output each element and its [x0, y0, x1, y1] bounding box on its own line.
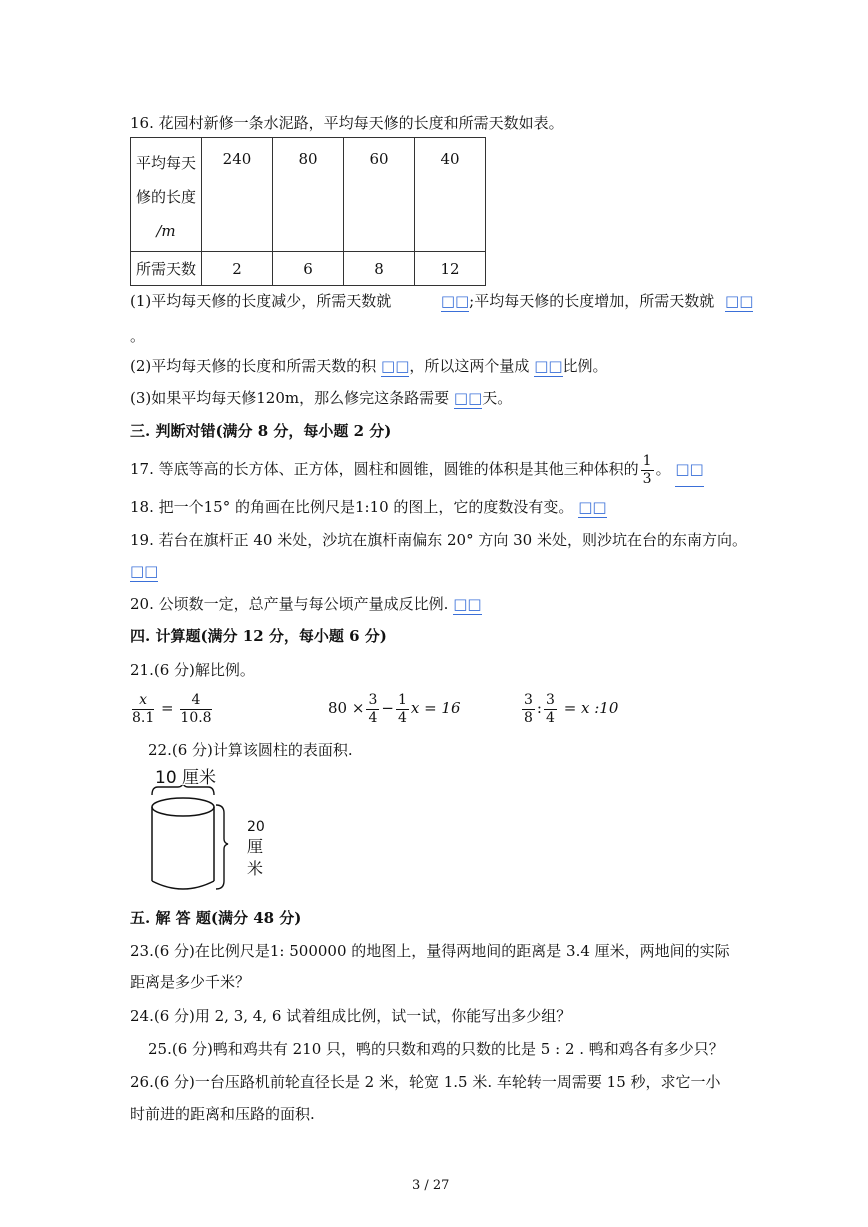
fraction	[522, 692, 535, 727]
table-cell: 8	[344, 252, 415, 286]
text: = x :10	[563, 699, 619, 717]
q16-part1	[130, 291, 753, 312]
cylinder-bottom	[152, 881, 214, 889]
text: (3)如果平均每天修120m，那么修完这条路需要	[130, 389, 450, 407]
answer-blank[interactable]: □□	[440, 292, 470, 310]
table-cell: 6	[273, 252, 344, 286]
q21-title: 21.(6 分)解比例。	[130, 661, 255, 679]
cylinder-diameter-label: 10 厘米	[155, 768, 217, 788]
height-unit-char: 厘	[247, 837, 264, 856]
denominator: 8	[524, 709, 533, 726]
text: 18. 把一个15° 的角画在比例尺是1:10 的图上，它的度数没有变。	[130, 498, 574, 516]
cylinder-height-label	[247, 818, 265, 880]
table-cell: 60	[344, 138, 415, 252]
text: 天。	[482, 389, 513, 407]
fraction	[641, 453, 654, 488]
text: 。	[655, 460, 671, 478]
table-header-length	[131, 138, 202, 252]
denominator: 8.1	[132, 709, 155, 726]
section-3-heading: 三. 判断对错(满分 8 分，每小题 2 分)	[130, 422, 392, 440]
answer-blank[interactable]: □□	[130, 562, 159, 580]
denominator: 4	[368, 709, 378, 726]
q16-table	[130, 137, 486, 286]
q25: 25.(6 分)鸭和鸡共有 210 只，鸭的只数和鸡的只数的比是 5 : 2 . 鸭和鸡各有多少只？	[148, 1040, 724, 1058]
equals: =	[161, 699, 174, 717]
answer-blank[interactable]: □□	[534, 357, 563, 375]
answer-blank[interactable]: □□	[725, 292, 754, 310]
fraction	[180, 692, 211, 727]
text: (1)平均每天修的长度减少，所需天数就	[130, 292, 392, 310]
section-5-heading: 五. 解 答 题(满分 48 分)	[130, 909, 302, 927]
q23-line1: 23.(6 分)在比例尺是1: 500000 的地图上，量得两地间的距离是 3.4 厘米，两地间的实际	[130, 942, 730, 960]
text: ，所以这两个量成	[409, 357, 530, 375]
q21-eq1	[130, 688, 214, 728]
header-line: /m	[156, 222, 176, 240]
table-header-days: 所需天数	[131, 252, 202, 286]
answer-blank[interactable]: □□	[453, 595, 482, 613]
q20	[130, 594, 482, 615]
diameter-brace	[152, 785, 214, 795]
text: (2)平均每天修的长度和所需天数的积	[130, 357, 377, 375]
fraction	[366, 692, 379, 727]
table-cell: 12	[415, 252, 486, 286]
height-number: 20	[247, 819, 265, 835]
text: x = 16	[410, 699, 461, 717]
text: ;平均每天修的长度增加，所需天数就	[469, 292, 715, 310]
fraction	[544, 692, 557, 727]
answer-blank[interactable]: □□	[578, 498, 607, 516]
q21-eq3	[520, 688, 618, 728]
q23-line2: 距离是多少千米？	[130, 973, 251, 991]
q17	[130, 452, 704, 488]
answer-blank[interactable]: □□	[453, 389, 483, 407]
page-number: 3 / 27	[412, 1178, 450, 1193]
table-cell: 40	[415, 138, 486, 252]
q22-title: 22.(6 分)计算该圆柱的表面积.	[148, 741, 353, 759]
numerator: 1	[397, 691, 407, 708]
text: 比例。	[562, 357, 608, 375]
answer-blank[interactable]: □□	[381, 357, 410, 375]
denominator: 3	[642, 470, 652, 487]
q26-line1: 26.(6 分)一台压路机前轮直径长是 2 米，轮宽 1.5 米. 车轮转一周需要 15 秒，求它一小	[130, 1073, 721, 1091]
header-line: 修的长度	[135, 188, 196, 206]
denominator: 4	[397, 709, 407, 726]
table-cell: 240	[202, 138, 273, 252]
text: 20. 公顷数一定，总产量与每公顷产量成反比例.	[130, 595, 449, 613]
denominator: 10.8	[180, 709, 212, 726]
table-cell: 80	[273, 138, 344, 252]
height-brace	[216, 805, 228, 889]
header-line: 平均每天	[135, 154, 196, 172]
q24: 24.(6 分)用 2, 3, 4, 6 试着组成比例，试一试，你能写出多少组？	[130, 1007, 572, 1025]
q16-part2	[130, 356, 608, 377]
numerator: 3	[524, 691, 533, 708]
table-cell: 2	[202, 252, 273, 286]
text: :	[536, 699, 542, 717]
numerator: 3	[368, 691, 378, 708]
q16-part3	[130, 388, 512, 409]
q26-line2: 时前进的距离和压路的面积.	[130, 1105, 315, 1123]
numerator: 3	[545, 691, 555, 708]
numerator: 1	[642, 452, 652, 469]
fraction	[396, 692, 409, 727]
denominator: 4	[545, 709, 555, 726]
q21-eq2	[328, 688, 461, 728]
q18	[130, 497, 607, 518]
numerator: x	[132, 692, 154, 710]
height-unit-char: 米	[247, 859, 264, 878]
text: −	[381, 699, 394, 717]
section-4-heading: 四. 计算题(满分 12 分，每小题 6 分)	[130, 627, 387, 645]
q19: 19. 若台在旗杆正 40 米处，沙坑在旗杆南偏东 20° 方向 30 米处，则沙坑在台的东南方向。	[130, 531, 747, 549]
text: 17. 等底等高的长方体、正方体，圆柱和圆锥，圆锥的体积是其他三种体积的	[130, 460, 639, 478]
text: 80 ×	[328, 699, 365, 717]
numerator: 4	[180, 692, 211, 710]
answer-blank[interactable]: □□	[675, 452, 703, 487]
q16-part1-end: 。	[130, 327, 146, 345]
fraction	[132, 692, 154, 727]
cylinder-top	[152, 798, 214, 816]
q19-blank-line	[130, 561, 158, 582]
q16-title: 16. 花园村新修一条水泥路，平均每天修的长度和所需天数如表。	[130, 114, 564, 132]
